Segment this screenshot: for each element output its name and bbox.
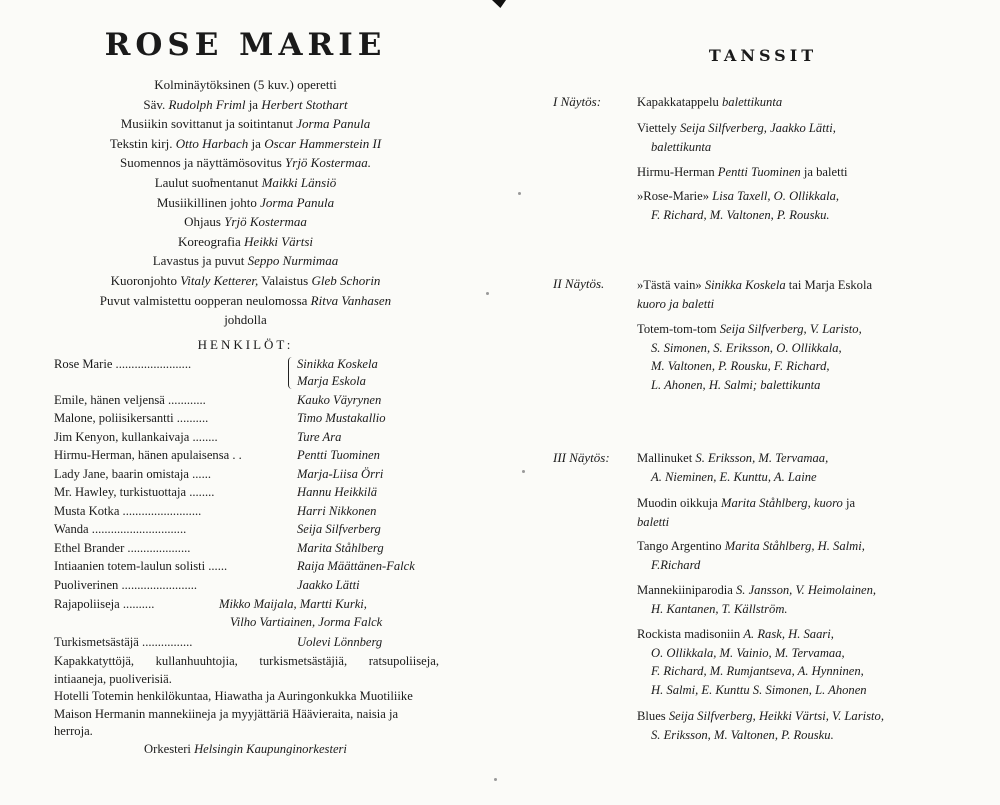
cast-actor: Mikko Maijala, Martti Kurki,: [219, 597, 367, 611]
credit-line: Tekstin kirj. Otto Harbach ja Oscar Hammerstein II: [109, 135, 382, 151]
credit-line: Puvut valmistettu oopperan neulomossa Ritva Vanhasen: [99, 292, 392, 308]
scan-speck: [522, 470, 525, 473]
cast-role: Hirmu-Herman, hänen apulaisensa . .: [54, 448, 242, 462]
cast-row: [54, 411, 439, 429]
credit-line: Musiikillinen johto Jorma Panula: [156, 194, 335, 210]
cast-row: [54, 374, 439, 392]
act-label: III Näytös:: [553, 450, 610, 465]
cast-row: [54, 485, 439, 503]
cast-actor: Harri Nikkonen: [297, 504, 377, 518]
cast-role: Turkismetsästäjä ................: [54, 635, 193, 649]
credit-line: Säv. Rudolph Friml ja Herbert Stothart: [143, 96, 348, 112]
cast-actor: Marita Ståhlberg: [297, 541, 384, 555]
dance-entry: Tango Argentino Marita Ståhlberg, H. Salmi, F.Richard: [637, 539, 865, 572]
cast-row: [54, 635, 439, 653]
dance-entry: Muodin oikkuja Marita Ståhlberg, kuoro ja baletti: [637, 496, 856, 529]
cast-role: Emile, hänen veljensä ............: [54, 393, 206, 407]
cast-role: Intiaanien totem-laulun solisti ......: [54, 559, 228, 573]
dance-entry: Rockista madisoniin A. Rask, H. Saari, O. Ollikkala, M. Vainio, M. Tervamaa, F. Richard, M. Rumjantseva, A. Hynninen, H. Salmi, E. Kunttu S. Simonen, L. Ahonen: [637, 627, 867, 697]
cast-role: Ethel Brander ....................: [54, 541, 191, 555]
dance-entry: Totem-tom-tom Seija Silfverberg, V. Laristo, S. Simonen, S. Eriksson, O. Ollikkala, M. Valtonen, P. Rousku, F. Richard, L. Ahonen, H. Salmi; balettikunta: [637, 322, 862, 392]
cast-role: Wanda ..............................: [54, 522, 187, 536]
cast-role: Rajapoliiseja ..........: [54, 597, 155, 611]
cast-row: [54, 467, 439, 485]
cast-row: [54, 522, 439, 540]
left-page: [48, 0, 443, 805]
cast-role: Malone, poliisikersantti ..........: [54, 411, 209, 425]
dance-entry: Blues Seija Silfverberg, Heikki Värtsi, V. Laristo, S. Eriksson, M. Valtonen, P. Rousku.: [637, 709, 884, 742]
cast-actor: Timo Mustakallio: [297, 411, 386, 425]
cast-role: Musta Kotka .........................: [54, 504, 202, 518]
orchestra-line: Orkesteri Helsingin Kaupunginorkesteri: [144, 742, 347, 756]
cast-role: Rose Marie ........................: [54, 357, 192, 371]
right-page: [553, 0, 973, 805]
credit-line: Kolminäytöksinen (5 kuv.) operetti: [154, 77, 337, 92]
cast-actor: Vilho Vartiainen, Jorma Falck: [230, 615, 383, 629]
credits-block: [48, 75, 443, 330]
ensemble-paragraph: Kapakkatyttöjä, kullanhuuhtojia, turkismetsästäjiä, ratsupoliiseja, intiaaneja, puoliverisiä.: [54, 654, 439, 686]
cast-row: [54, 504, 439, 522]
dance-entry: Kapakkatappelu balettikunta: [637, 95, 783, 109]
ensemble-paragraph: Hotelli Totemin henkilökuntaa, Hiawatha ja Auringonkukka Muotiliike Maison Hermanin mannekiineja ja myyjättäriä Häävieraita, naisia ja herroja.: [54, 689, 413, 738]
credit-line: Ohjaus Yrjö Kostermaa: [184, 214, 307, 230]
cast-actor: Ture Ara: [297, 430, 342, 444]
credit-line: Koreografia Heikki Värtsi: [177, 233, 314, 249]
scan-speck: [486, 292, 489, 295]
cast-row: [54, 578, 439, 596]
cast-actor: Marja Eskola: [297, 374, 366, 388]
act-label: I Näytös:: [553, 94, 602, 109]
cast-actor: Kauko Väyrynen: [297, 393, 382, 407]
dance-entry: »Tästä vain» Sinikka Koskela tai Marja Eskola kuoro ja baletti: [637, 278, 873, 311]
dance-entry: Viettely Seija Silfverberg, Jaakko Lätti, balettikunta: [637, 121, 836, 154]
cast-actor: Marja-Liisa Örri: [297, 467, 384, 481]
credit-line: Musiikin sovittanut ja soitintanut Jorma Panula: [120, 116, 371, 132]
cast-actor: Raija Määttänen-Falck: [297, 559, 415, 573]
cast-role: Mr. Hawley, turkistuottaja ........: [54, 485, 215, 499]
cast-row: [54, 357, 439, 375]
credit-line: Lavastus ja puvut Seppo Nurmimaa: [152, 253, 339, 269]
cast-actor: Sinikka Koskela: [297, 357, 378, 371]
act-label: II Näytös.: [553, 276, 605, 291]
dances-title: TANSSIT: [708, 46, 818, 65]
cast-actor: Hannu Heikkilä: [297, 485, 378, 499]
cast-actor: Pentti Tuominen: [297, 448, 380, 462]
cast-row: [54, 541, 439, 559]
scan-speck: [494, 778, 497, 781]
cast-row: [54, 597, 439, 615]
cast-row: [54, 430, 439, 448]
cast-row: [54, 615, 439, 633]
cast-heading: HENKILÖT:: [197, 337, 294, 352]
credit-line: Laulut suomentanut Maikki Länsiö: [154, 174, 337, 190]
credit-line: johdolla: [224, 312, 267, 328]
dance-entry: Hirmu-Herman Pentti Tuominen ja baletti: [637, 165, 848, 179]
cast-role: Jim Kenyon, kullankaivaja ........: [54, 430, 218, 444]
cast-actor: Seija Silfverberg: [297, 522, 381, 536]
scan-mark: [492, 0, 506, 8]
credit-line: Suomennos ja näyttämösovitus Yrjö Kostermaa.: [120, 155, 371, 171]
scan-speck: [518, 192, 521, 195]
dance-entry: Mallinuket S. Eriksson, M. Tervamaa, A. Nieminen, E. Kunttu, A. Laine: [637, 451, 829, 484]
cast-row: [54, 393, 439, 411]
page-title: ROSE MARIE: [104, 27, 387, 63]
cast-role: Lady Jane, baarin omistaja ......: [54, 467, 212, 481]
dance-entry: »Rose-Marie» Lisa Taxell, O. Ollikkala, F. Richard, M. Valtonen, P. Rousku.: [637, 189, 840, 222]
cast-actor: Jaakko Lätti: [297, 578, 360, 592]
credit-line: Kuoronjohto Vitaly Ketterer, Valaistus Gleb Schorin: [110, 272, 381, 288]
cast-role: Puoliverinen ........................: [54, 578, 198, 592]
cast-row: [54, 559, 439, 577]
dance-entry: Mannekiiniparodia S. Jansson, V. Heimolainen, H. Kantanen, T. Källström.: [637, 583, 877, 616]
cast-row: [54, 448, 439, 466]
cast-actor: Uolevi Lönnberg: [297, 635, 383, 649]
